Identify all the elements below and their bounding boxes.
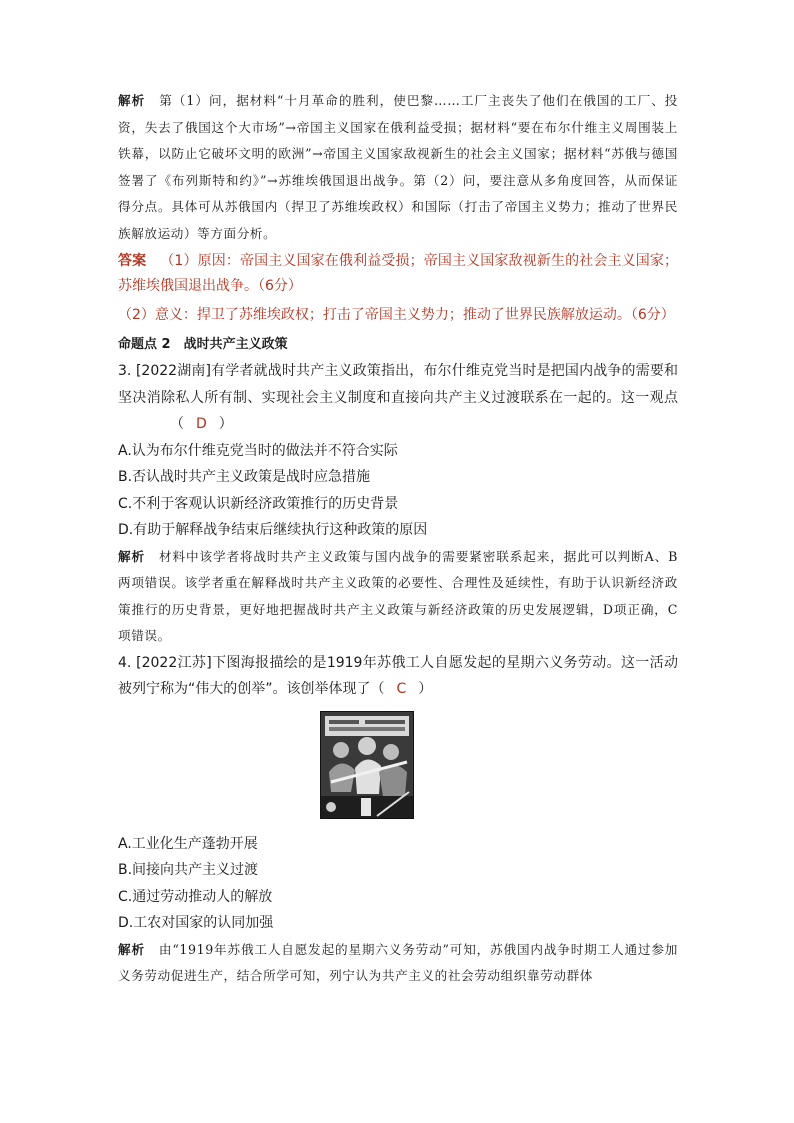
- question-3-answer: D: [196, 416, 207, 432]
- document-page: [118, 88, 678, 990]
- question-3-paren-close: ）: [218, 416, 233, 432]
- question-4-option-c: C.通过劳动推动人的解放: [118, 888, 273, 905]
- question-4-option-b: B.间接向共产主义过渡: [118, 862, 259, 878]
- analysis-label: 解析: [118, 93, 146, 108]
- question-4-paren-open: （: [370, 681, 385, 697]
- question-3-analysis: [118, 544, 678, 650]
- answer-part-1: （1）原因：帝国主义国家在俄利益受损；帝国主义国家敌视新生的社会主义国家；苏维埃俄国退出战争。（6分）: [118, 253, 679, 294]
- poster-illustration: [321, 712, 413, 818]
- analysis-paragraph-1: [118, 88, 678, 247]
- question-4-option-a: A.工业化生产蓬勃开展: [118, 835, 258, 852]
- analysis-text: 第（1）问，据材料“十月革命的胜利，使巴黎……工厂主丧失了他们在俄国的工厂、投资，失去了俄国这个大市场”→帝国主义国家在俄利益受损；据材料“要在布尔什维主义周围装上铁幕，以防止它破坏文明的欧洲”→帝国主义国家敌视新生的社会主义国家；据材料“苏俄与德国签署了《布列斯特和约》”→苏维埃俄国退出战争。第（2）问，要注意从多角度回答，从而保证得分点。具体可从苏俄国内（捍卫了苏维埃政权）和国际（打击了帝国主义势力；推动了世界民族解放运动）等方面分析。: [118, 93, 678, 241]
- question-3-stem: [118, 358, 678, 438]
- question-3-options: [118, 438, 678, 544]
- question-4-option-d: D.工农对国家的认同加强: [118, 915, 274, 931]
- question-3-option-d: D.有助于解释战争结束后继续执行这种政策的原因: [118, 522, 428, 538]
- answer-label: 答案: [118, 253, 147, 269]
- question-4-text: 4. [2022江苏]下图海报描绘的是1919年苏俄工人自愿发起的星期六义务劳动。这一活动被列宁称为“伟大的创举”。该创举体现了: [118, 654, 678, 697]
- question-3-analysis-text: 材料中该学者将战时共产主义政策与国内战争的需要紧密联系起来，据此可以判断A、B两项错误。该学者重在解释战时共产主义政策的必要性、合理性及延续性，有助于认识新经济政策推行的历史背景，更好地把握战时共产主义政策与新经济政策的历史发展逻辑，D项正确，C项错误。: [118, 548, 678, 643]
- question-3-option-a: A.认为布尔什维克党当时的做法并不符合实际: [118, 442, 398, 459]
- question-3-option-b: B.否认战时共产主义政策是战时应急措施: [118, 469, 371, 485]
- question-4-stem: [118, 650, 678, 703]
- subbotnik-poster-image: [320, 711, 414, 819]
- question-4-options: [118, 831, 678, 937]
- question-4-answer: C: [396, 681, 407, 697]
- question-3-analysis-label: 解析: [118, 548, 145, 564]
- question-4-paren-close: ）: [418, 681, 433, 697]
- answer-part-2: （2）意义：捍卫了苏维埃政权；打击了帝国主义势力；推动了世界民族解放运动。（6分）: [118, 307, 675, 323]
- question-3-text: 3. [2022湖南]有学者就战时共产主义政策指出，布尔什维克党当时是把国内战争的需要和坚决消除私人所有制、实现社会主义制度和直接向共产主义过渡联系在一起的。这一观点: [118, 363, 678, 406]
- answer-paragraph-2: [118, 303, 678, 328]
- question-4-analysis-text: 由“1919年苏俄工人自愿发起的星期六义务劳动”可知，苏俄国内战争时期工人通过参加义务劳动促进生产，结合所学可知，列宁认为共产主义的社会劳动组织靠劳动群体: [118, 941, 679, 983]
- question-4-analysis-label: 解析: [118, 941, 145, 957]
- question-3-option-c: C.不利于客观认识新经济政策推行的历史背景: [118, 495, 399, 512]
- poster-figure: [118, 711, 678, 823]
- answer-paragraph-1: [118, 249, 678, 299]
- question-3-paren-open: （: [170, 416, 184, 432]
- section-heading: 命题点 2 战时共产主义政策: [118, 337, 288, 352]
- question-4-analysis: [118, 937, 678, 990]
